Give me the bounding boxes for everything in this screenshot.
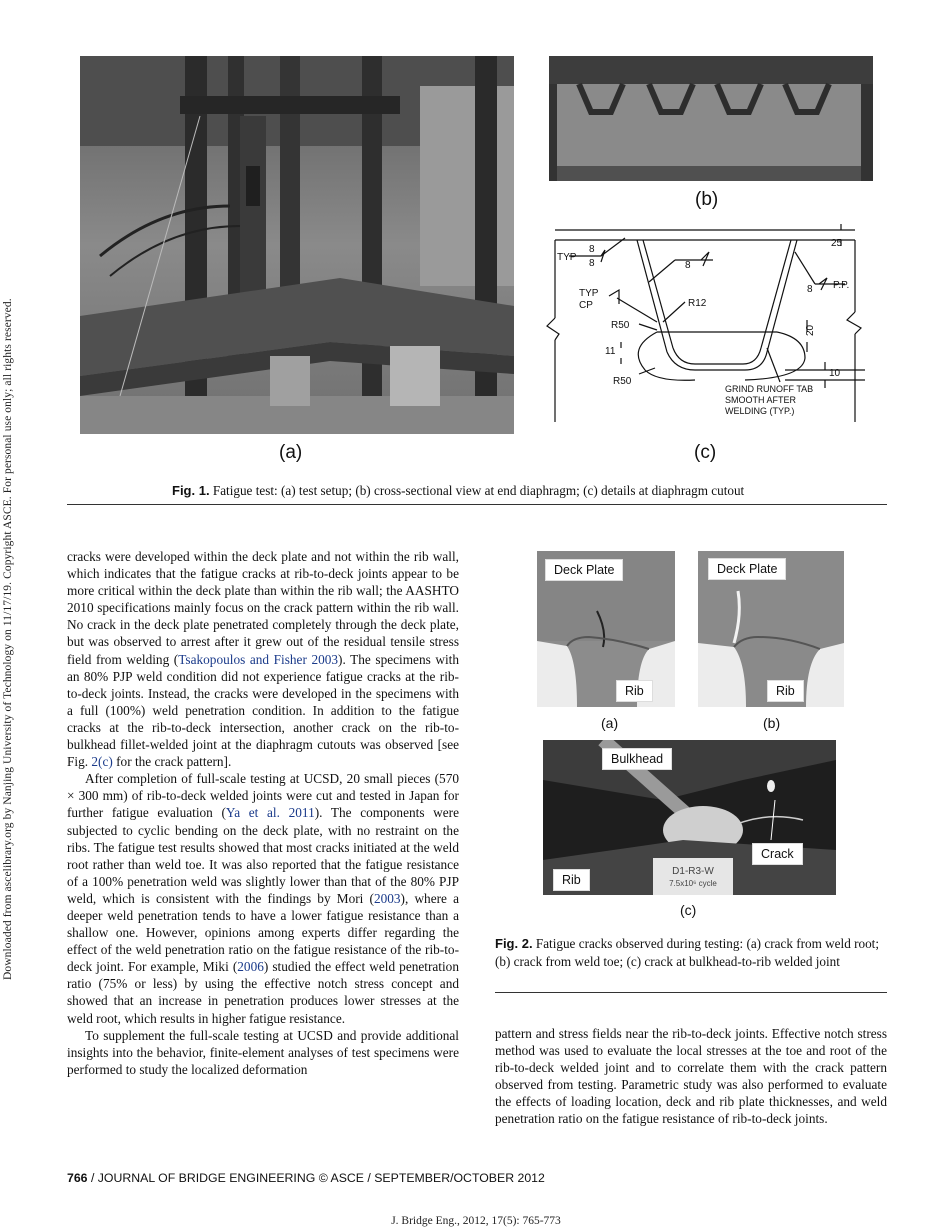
grind-note-2: SMOOTH AFTER [725,395,797,405]
weld-size-8a: 8 [589,244,595,255]
test-setup-illustration [80,56,514,434]
fig1-caption [172,483,892,499]
fig2c-rib-label: Rib [553,869,590,891]
weld-note-typ: TYP [557,252,577,263]
weld-size-8d: 8 [807,284,813,295]
radius-r12: R12 [688,298,707,309]
fig2b-rib-label: Rib [767,680,804,702]
right-column-text [495,1025,887,1128]
fig1b-diaphragm-photo [549,56,873,181]
fig1-caption-prefix: Fig. 1. [172,483,210,498]
fig1c-diaphragm-cutout-drawing [545,222,875,428]
fig2b-label: (b) [763,715,781,731]
ref-mori-2003[interactable]: 2003 [373,890,401,906]
left-paragraph-1: cracks were developed within the deck plate and not within the rib wall, which indicates that the fatigue cracks at rib-to-deck joints appear to be more critical within the deck plate than within the rib wall; the AASHTO 2010 specifications mainly focus on the crack pattern within the rib wall. No crack in the deck plate penetrated completely through the deck plate, but was observed to arrest after it grew out of the residual tensile stress field from welding (Tsakopoulos and Fisher 2003). The specimens with an 80% PJP weld condition did not experience fatigue cracks at the rib-to-deck joints. Instead, the cracks were developed in the specimens with a full (100%) weld penetration condition. In addition to the fatigue cracks at the rib-to-deck intersection, another crack on the rib-to-bulkhead fillet-welded joint at the diaphragm cutouts was observed [see Fig. 2(c) for the crack pattern]. [67,549,460,770]
radius-r50-bottom: R50 [613,376,632,387]
download-notice: Downloaded from ascelibrary.org by Nanjing University of Technology on 11/17/19. Copyright ASCE. For personal use only; all rights reserved. [2,298,14,980]
specimen-tag [653,866,733,890]
grind-note-1: GRIND RUNOFF TAB [725,384,814,394]
right-paragraph-1: pattern and stress fields near the rib-to-deck joints. Effective notch stress method was used to evaluate the local stresses at the toe and root of the rib-to-deck welded joint and to correlate them with the crack pattern observed from testing. Parametric study was also performed to evaluate the effects of loading location, deck and rib plate thicknesses, and weld penetration ratio on the fatigue resistance of rib-to-deck joints. [495,1026,887,1127]
weld-size-8c: 8 [685,260,691,271]
ref-ya-2011[interactable]: Ya et al. 2011 [225,805,315,821]
page-number: 766 [67,1171,88,1185]
fig2-caption-text: Fatigue cracks observed during testing: (a) crack from weld root; (b) crack from weld toe; (c) crack at bulkhead-to-rib welded joint [495,936,879,969]
fig2b-deck-plate-label: Deck Plate [708,558,786,580]
ref-tsakopoulos[interactable]: Tsakopoulos and Fisher 2003 [178,651,339,667]
fig2c-crack-label: Crack [752,843,803,865]
dim-20: 20 [805,324,816,336]
left-paragraph-3: To supplement the full-scale testing at UCSD and provide additional insights into the behavior, finite-element analyses of test specimens were performed to study the localized deformation [67,1027,459,1077]
specimen-id: D1-R3-W [672,866,714,877]
fig1a-label: (a) [279,442,303,463]
fig2c-bulkhead-label: Bulkhead [602,748,672,770]
fig1-divider [67,504,887,505]
weld-size-8b: 8 [589,258,595,269]
specimen-cycles: 7.5x10⁶ cycle [669,879,717,888]
fig1c-label: (c) [694,442,717,463]
dim-10: 10 [829,368,841,379]
citation-footer: J. Bridge Eng., 2012, 17(5): 765-773 [391,1215,561,1227]
journal-name: / JOURNAL OF BRIDGE ENGINEERING © ASCE / SEPTEMBER/OCTOBER 2012 [87,1171,545,1185]
journal-footer [67,1171,545,1185]
cp-note: CP [579,300,593,311]
fig1b-label: (b) [695,189,719,210]
fig2c-label: (c) [680,902,697,918]
grind-note-3: WELDING (TYP.) [725,406,795,416]
dim-11: 11 [605,346,616,357]
end-diaphragm-illustration [549,56,873,181]
left-column-text [67,548,459,1078]
pp-note: P.P. [833,280,850,291]
fig1a-test-setup-photo [80,56,514,434]
left-paragraph-2: After completion of full-scale testing at UCSD, 20 small pieces (570 × 300 mm) of rib-to-deck welded joints were cut and tested in Japan for further fatigue evaluation (Ya et al. 2011). The components were subjected to cyclic bending on the deck plate, with no restraint on the ribs. The fatigue test results showed that most cracks initiated at the weld root rather than weld toe. It was also reported that the fatigue resistance of a 100% penetration weld was slightly lower than that of the 80% PJP weld, which is consistent with the findings by Mori (2003), where a deeper weld penetration tends to have a lower fatigue resistance than a shallow one. However, opinions among experts differ regarding the effect of the weld penetration ratio on the fatigue resistance of the rib-to-deck joint. For example, Miki (2006) studied the effect weld penetration ratio (75% or less) by using the effective notch stress concept and showed that an increase in penetration produces lower stresses at the weld root, which results in higher fatigue resistance. [67,771,459,1026]
typ-note-2: TYP [579,288,599,299]
ref-fig2c[interactable]: 2(c) [91,754,113,770]
fig2a-label: (a) [601,715,619,731]
fig2a-rib-label: Rib [616,680,653,702]
ref-miki-2006[interactable]: 2006 [237,959,264,975]
fig2-caption-prefix: Fig. 2. [495,936,533,951]
fig2-caption [495,935,887,970]
fig1-caption-text: Fatigue test: (a) test setup; (b) cross-sectional view at end diaphragm; (c) details at diaphragm cutout [209,483,745,498]
fig2a-deck-plate-label: Deck Plate [545,559,623,581]
dim-25: 25 [831,238,843,249]
fig2-divider [495,992,887,993]
radius-r50-top: R50 [611,320,630,331]
